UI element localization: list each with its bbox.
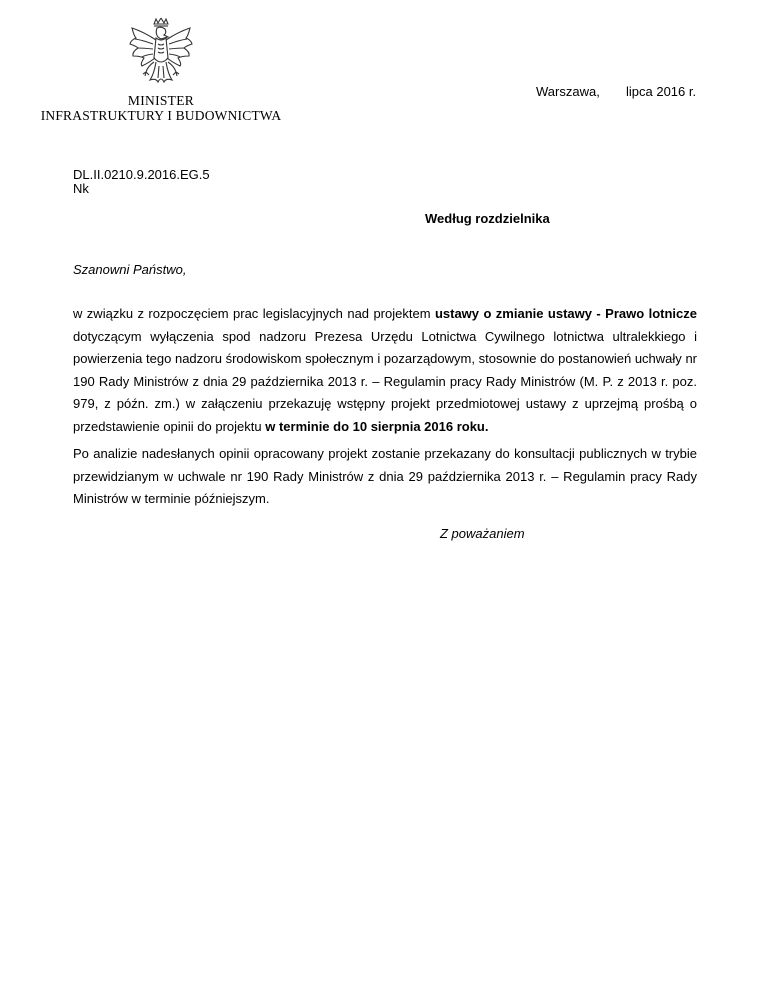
polish-eagle-emblem-icon	[126, 18, 196, 94]
ministry-title: MINISTER	[127, 93, 195, 108]
salutation: Szanowni Państwo,	[73, 262, 187, 277]
reference-number: DL.II.0210.9.2016.EG.5	[73, 167, 210, 182]
reference-initials: Nk	[73, 181, 89, 196]
p1-text-part2: dotyczącym wyłączenia spod nadzoru Prezesa Urzędu Lotnictwa Cywilnego lotnictwa ultralekkiego i powierzenia tego nadzoru środowiskom społecznym i pozarządowym, stosownie do postanowień uchwały nr 190 Rady Ministrów z dnia 29 października 2013 r. – Regulamin pracy Rady Ministrów (M. P. z 2013 r. poz. 979, z późn. zm.) w załączeniu przekazuję wstępny projekt przedmiotowej ustawy z uprzejmą prośbą o przedstawienie opinii do projektu	[73, 328, 697, 434]
p1-bold-deadline: w terminie do 10 sierpnia 2016 roku.	[265, 418, 489, 434]
closing: Z poważaniem	[440, 526, 525, 541]
body-paragraph-2: Po analizie nadesłanych opinii opracowany projekt zostanie przekazany do konsultacji publicznych w trybie przewidzianym w uchwale nr 190 Rady Ministrów z dnia 29 października 2013 r. – Regulamin pracy Rady Ministrów w terminie późniejszym.	[73, 446, 697, 506]
letter-place: Warszawa,	[536, 84, 600, 99]
p1-bold-bill-title: ustawy o zmianie ustawy - Prawo lotnicze	[434, 306, 697, 321]
recipient: Według rozdzielnika	[425, 211, 550, 226]
letter-date: lipca 2016 r.	[626, 84, 697, 99]
ministry-name: INFRASTRUKTURY I BUDOWNICTWA	[40, 108, 282, 123]
body-paragraph-1	[73, 303, 697, 438]
p1-text-part1: w związku z rozpoczęciem prac legislacyjnych nad projektem	[73, 306, 435, 321]
